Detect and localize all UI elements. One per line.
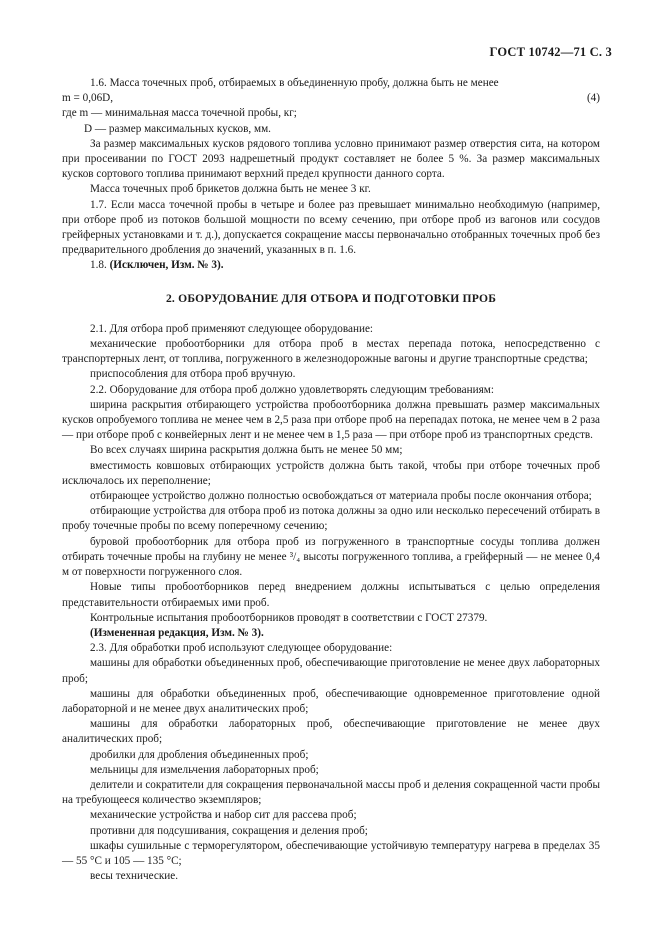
paragraph-1-6: 1.6. Масса точечных проб, отбираемых в объединенную пробу, должна быть не менее: [90, 77, 499, 89]
list-item: весы технические.: [90, 870, 179, 883]
paragraph-2-2-f: буровой пробоотборник для отбора проб из погруженного в транспортные сосуды топлива должен отбирать точечные пробы на глубину не менее ³/₄ высоты погруженного топлива, а грейферный — не менее 0,4 м от поверхности погруженного слоя.: [62, 535, 600, 579]
paragraph-2-1-a: механические пробоотборники для отбора проб в местах перепада потока, непосредственно с транспортерных лент, от топлива, погруженного в железнодорожные вагоны и другие транспортные средства;: [62, 338, 600, 366]
list-item: противни для подсушивания, сокращения и деления проб;: [90, 824, 368, 837]
paragraph-2-2-b: Во всех случаях ширина раскрытия должна быть не менее 50 мм;: [90, 444, 403, 457]
paragraph-2-2-d: отбирающее устройство должно полностью освобождаться от материала пробы после окончания отбора;: [90, 490, 592, 503]
list-item: делители и сократители для сокращения первоначальной массы проб и деления сокращенной части пробы на требующееся количество экземпляров;: [62, 778, 600, 807]
document-body: [62, 76, 600, 884]
paragraph-2-2-h: Контрольные испытания пробоотборников проводят в соответствии с ГОСТ 27379.: [90, 611, 488, 624]
paragraph-2-2-note: (Измененная редакция, Изм. № 3).: [90, 626, 264, 639]
paragraph-2-3: 2.3. Для обработки проб используют следующее оборудование:: [90, 642, 393, 655]
paragraph-max-size: За размер максимальных кусков рядового топлива условно принимают размер отверстия сита, на котором при просеивании по ГОСТ 2093 надрешетный продукт составляет не более 5 %. За размер максимальных кусков сортового топлива принимают верхний предел крупности данного сорта.: [62, 137, 600, 181]
where-m: где m — минимальная масса точечной пробы, кг;: [62, 107, 297, 120]
list-item: шкафы сушильные с терморегулятором, обеспечивающие устойчивую температуру нагрева в пределах 35 — 55 °C и 105 — 135 °C;: [62, 839, 600, 867]
list-item: машины для обработки объединенных проб, обеспечивающие одновременное приготовление одной лабораторной и не менее двух аналитических проб;: [62, 687, 600, 715]
running-header: ГОСТ 10742—71 С. 3: [489, 45, 612, 59]
section-2-title: 2. ОБОРУДОВАНИЕ ДЛЯ ОТБОРА И ПОДГОТОВКИ ПРОБ: [165, 291, 497, 305]
paragraph-2-2: 2.2. Оборудование для отбора проб должно удовлетворять следующим требованиям:: [90, 383, 494, 396]
list-item: мельницы для измельчения лабораторных проб;: [90, 763, 319, 776]
formula: m = 0,06D,: [62, 92, 114, 105]
list-item: машины для обработки лабораторных проб, обеспечивающие приготовление не менее двух аналитических проб;: [62, 718, 600, 746]
paragraph-briquettes: Масса точечных проб брикетов должна быть не менее 3 кг.: [90, 183, 371, 196]
paragraph-2-1-b: приспособления для отбора проб вручную.: [90, 368, 296, 381]
paragraph-1-7: 1.7. Если масса точечной пробы в четыре и более раз превышает минимально необходимую (например, при отборе проб из потоков большой мощности по всему сечению, при отборе проб из вагонов или сосудов грейферных установками и т. д.), допускается сокращение массы первоначально отобранных точечных проб без предварительного дробления до значений, указанных в п. 1.6.: [62, 198, 600, 257]
list-item: дробилки для дробления объединенных проб;: [90, 748, 309, 761]
paragraph-1-8: [62, 258, 600, 273]
p18-number: 1.8.: [90, 259, 107, 272]
paragraph-2-2-c: вместимость ковшовых отбирающих устройств должна быть такой, чтобы при отборе точечных проб исключалось их переполнение;: [62, 459, 600, 487]
list-item: механические устройства и набор сит для рассева проб;: [90, 809, 357, 822]
paragraph-2-2-e: отбирающие устройства для отбора проб из потока должны за одно или несколько пересечений отбирать в пробу точечные пробы по всему поперечному сечению;: [62, 505, 600, 533]
p18-note: (Исключен, Изм. № 3).: [109, 259, 224, 272]
where-d: D — размер максимальных кусков, мм.: [84, 122, 271, 135]
list-item: машины для обработки объединенных проб, обеспечивающие приготовление не менее двух лабораторных проб;: [62, 657, 600, 685]
paragraph-2-2-a: ширина раскрытия отбирающего устройства пробоотборника должна превышать размер максимальных кусков опробуемого топлива не менее чем в 2,5 раза при отборе проб на перепадах потока, не менее чем в 2 раза — при отборе проб с конвейерных лент и не менее чем в 1,5 раза — при отборе проб из транспортных средств.: [62, 398, 600, 442]
formula-line: [62, 91, 600, 106]
formula-number: (4): [586, 92, 600, 105]
paragraph-2-2-g: Новые типы пробоотборников перед внедрением должны испытываться с целью определения представительности отбираемых ими проб.: [62, 581, 600, 609]
paragraph-2-1: 2.1. Для отбора проб применяют следующее оборудование:: [90, 322, 374, 335]
